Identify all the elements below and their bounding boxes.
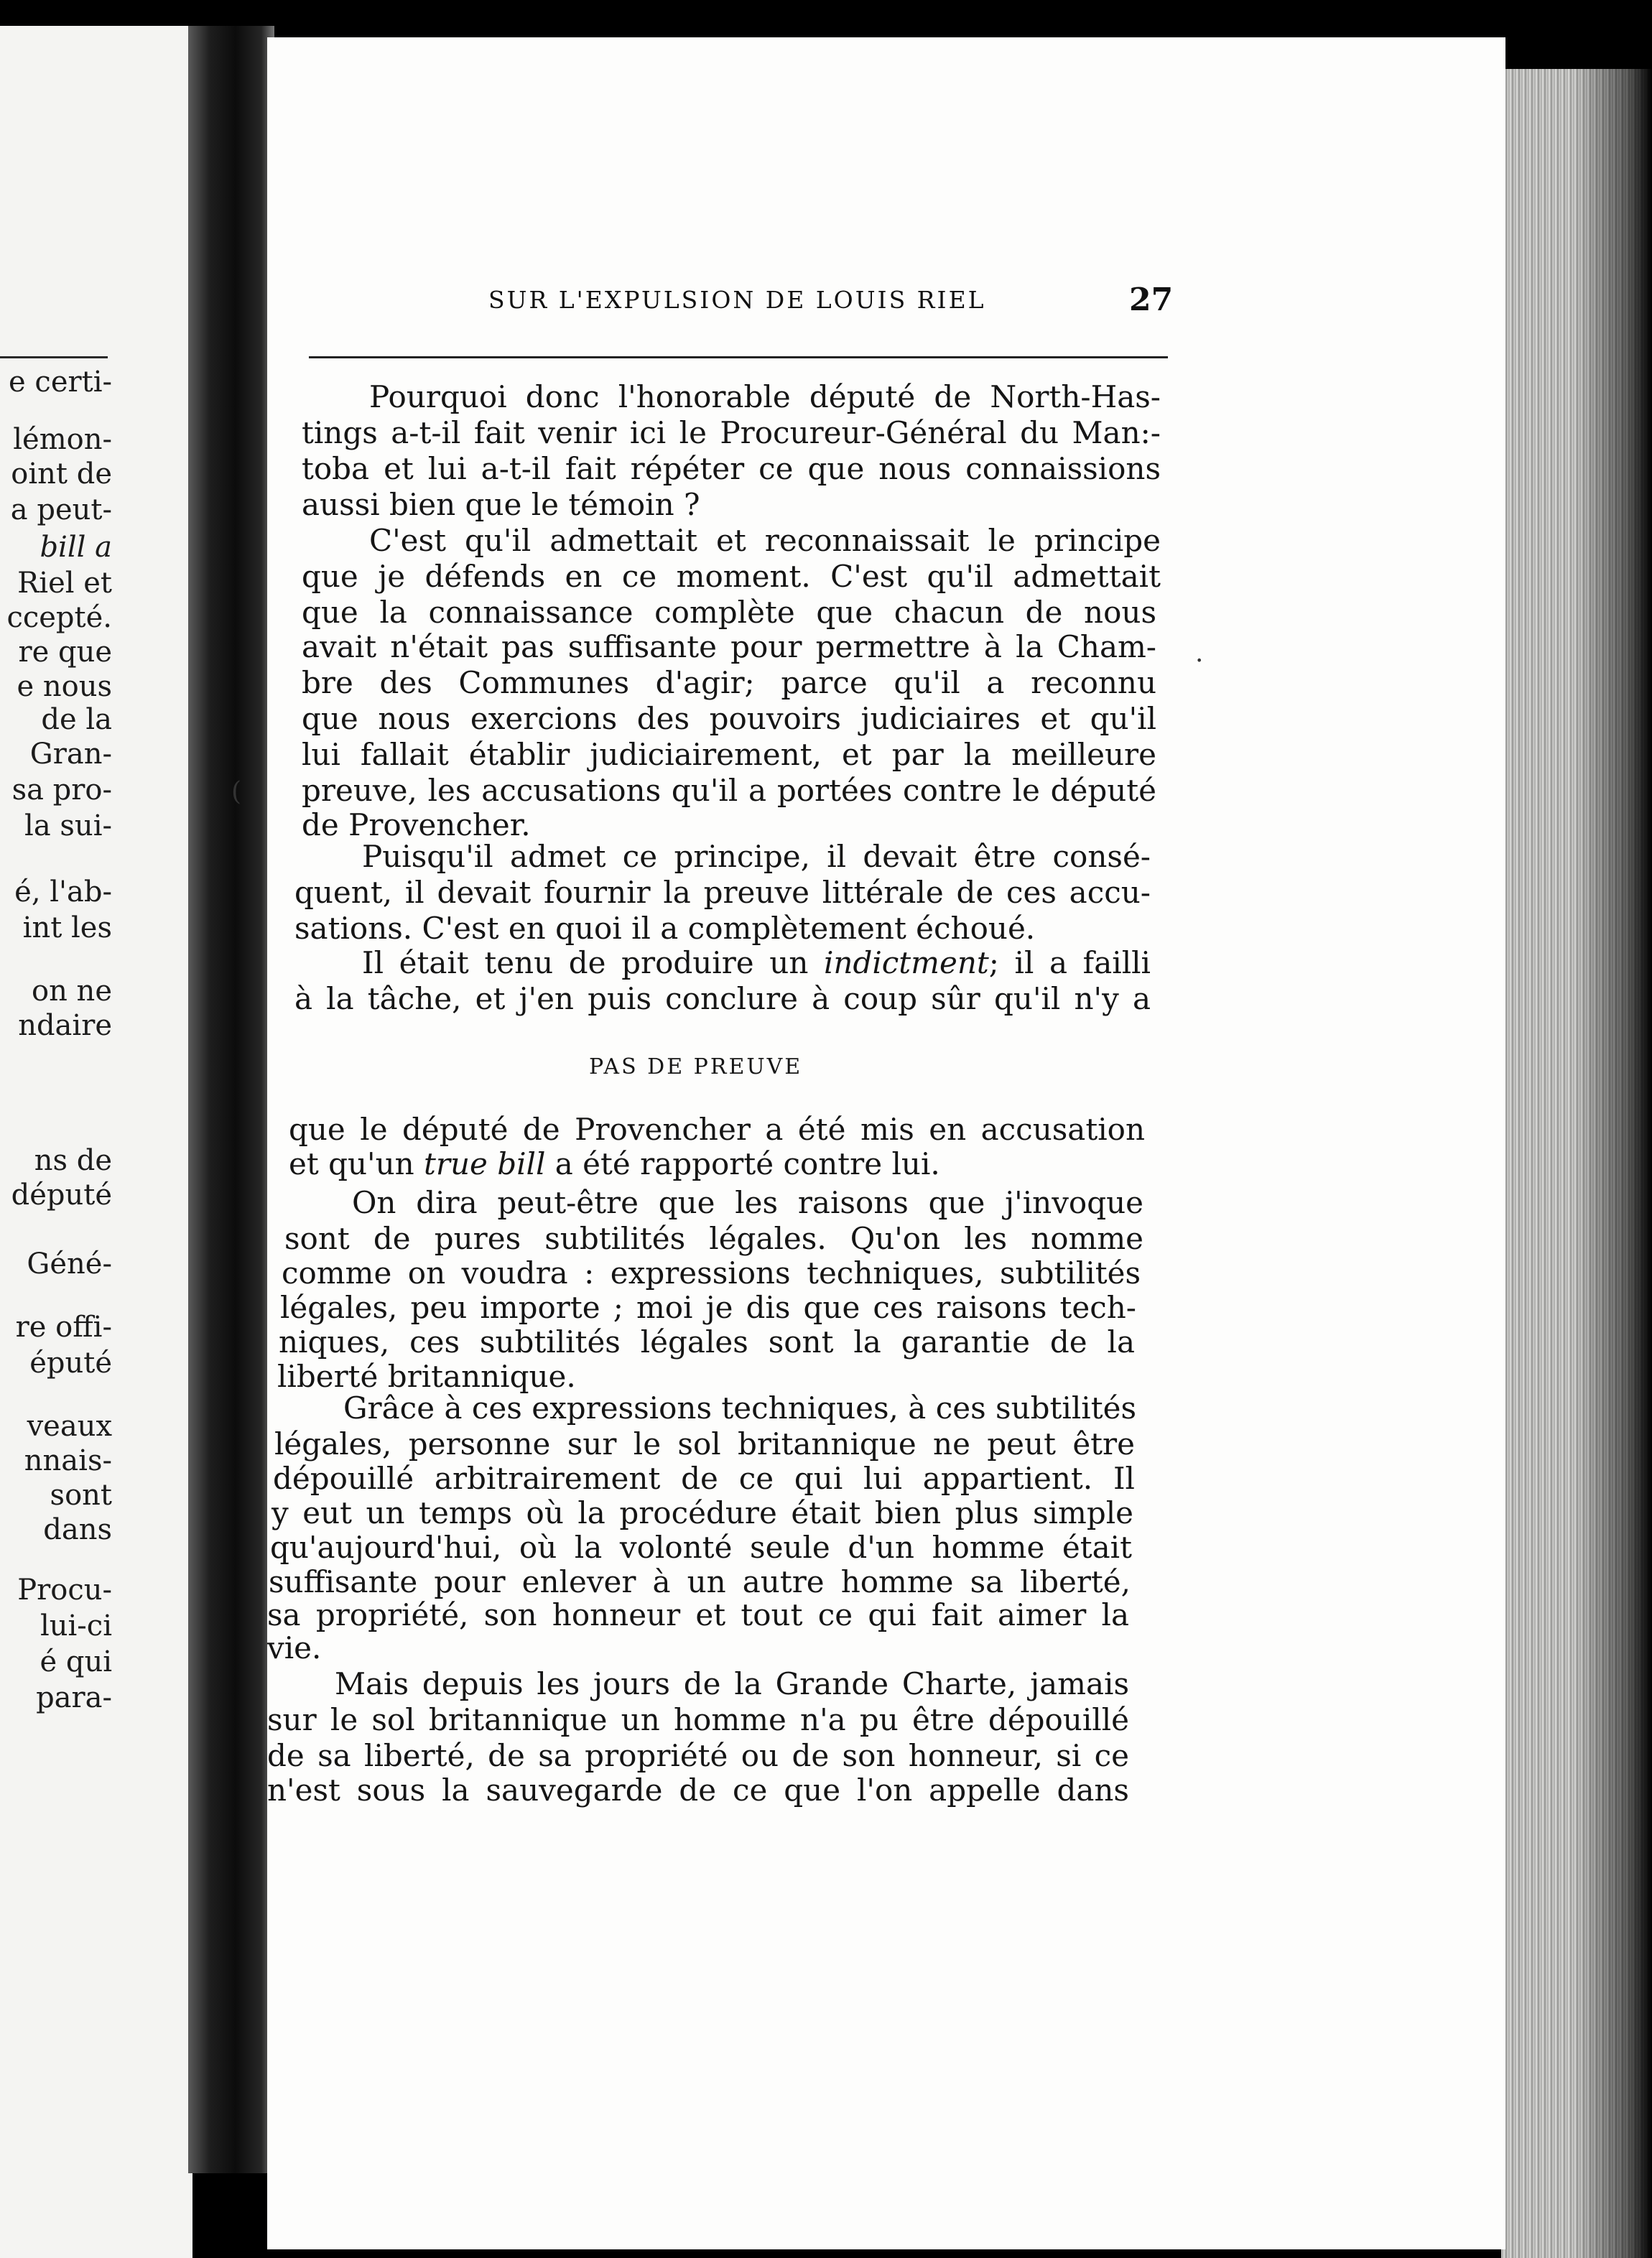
body-line: On dira peut-être que les raisons que j'invoque [352,1185,1143,1220]
body-line: que nous exercions des pouvoirs judiciaires et qu'il [302,701,1156,736]
body-line: légales, personne sur le sol britannique ne peut être [274,1426,1135,1462]
body-line: lui fallait établir judiciairement, et par la meilleure [302,737,1156,772]
left-page-line: ndaire [18,1009,112,1042]
body-line: Puisqu'il admet ce principe, il devait être consé- [362,839,1151,874]
running-title: SUR L'EXPULSION DE LOUIS RIEL [488,286,986,314]
left-page-line: para- [36,1681,112,1714]
margin-speck: · [1195,646,1204,676]
left-page-line: e certi- [9,366,112,399]
body-line: y eut un temps où la procédure était bien plus simple [272,1495,1133,1530]
body-line: et qu'un true bill a été rapporté contre lui. [289,1146,940,1181]
section-heading: PAS DE PREUVE [589,1054,803,1079]
body-line: que je défends en ce moment. C'est qu'il admettait [302,559,1161,594]
left-page-line: Riel et [17,567,112,600]
left-page-line: Procu- [17,1574,112,1607]
body-line: que la connaissance complète que chacun de nous [302,595,1156,630]
body-line: dépouillé arbitrairement de ce qui lui appartient. Il [273,1461,1135,1496]
facing-page-left [0,26,192,2258]
body-line: de sa liberté, de sa propriété ou de son honneur, si ce [267,1738,1129,1773]
italic-term: true bill [424,1146,546,1181]
left-page-line: nnais- [24,1444,112,1477]
body-line: niques, ces subtilités légales sont la garantie de la [279,1324,1135,1360]
body-line: Il était tenu de produire un indictment; il a failli [362,945,1151,980]
left-page-rule [0,356,108,358]
left-page-line: Gran- [29,738,112,771]
body-line: de Provencher. [302,807,531,842]
left-page-line: de la [41,703,112,736]
body-line: preuve, les accusations qu'il a portées contre le député [302,773,1156,808]
body-line: comme on voudra : expressions techniques, subtilités [282,1255,1141,1291]
body-line: légales, peu importe ; moi je dis que ces raisons tech- [280,1290,1136,1325]
body-line: quent, il devait fournir la preuve littérale de ces accu- [294,875,1151,910]
left-page-line: sa pro- [11,773,112,807]
left-page-line: sont [50,1479,112,1512]
body-line: aussi bien que le témoin ? [302,487,700,522]
header-rule [309,356,1168,358]
left-page-line: e nous [17,670,112,703]
left-page-line: on ne [32,975,112,1008]
left-page-line: a peut- [10,493,112,526]
left-page-line: ns de [34,1144,112,1177]
body-line: sur le sol britannique un homme n'a pu être dépouillé [267,1702,1129,1737]
book-gutter [188,26,274,2173]
left-page-line: Géné- [27,1248,112,1281]
body-line: Grâce à ces expressions techniques, à ces subtilités [343,1390,1136,1426]
body-line: sations. C'est en quoi il a complètement échoué. [294,911,1036,946]
italic-term: indictment [823,945,989,980]
left-page-line: é, l'ab- [14,875,112,909]
left-page-line: dans [43,1513,112,1546]
left-page-line: é qui [40,1645,112,1678]
body-line: suffisante pour enlever à un autre homme sa liberté, [269,1564,1131,1599]
left-page-line: éputé [29,1347,112,1380]
left-page-line: re que [18,636,112,669]
body-line: vie. [267,1630,322,1665]
left-page-line: int les [22,911,112,944]
left-page-line: ccepté. [6,601,112,634]
body-line: Pourquoi donc l'honorable député de North-Has- [369,379,1161,414]
body-line: Mais depuis les jours de la Grande Charte, jamais [335,1666,1129,1701]
body-line: n'est sous la sauvegarde de ce que l'on appelle dans [267,1773,1129,1808]
left-page-line: la sui- [24,809,112,842]
left-page-line: oint de [11,457,112,491]
page-number: 27 [1129,282,1174,318]
left-page-line: lui-ci [40,1609,112,1643]
body-line: liberté britannique. [277,1359,576,1394]
left-page-line: veaux [27,1410,112,1443]
page-edges-shadow [1573,69,1652,2258]
body-line: bre des Communes d'agir; parce qu'il a reconnu [302,665,1156,700]
body-line: qu'aujourd'hui, où la volonté seule d'un homme était [270,1530,1132,1565]
body-line: à la tâche, et j'en puis conclure à coup sûr qu'il n'y a [294,981,1151,1016]
left-page-line: député [11,1179,112,1212]
body-line: avait n'était pas suffisante pour permettre à la Cham- [302,629,1156,664]
left-page-line: lémon- [13,423,112,456]
body-line: sont de pures subtilités légales. Qu'on les nomme [284,1221,1143,1256]
body-line: tings a-t-il fait venir ici le Procureur-Général du Man:- [302,415,1161,450]
body-line: toba et lui a-t-il fait répéter ce que nous connaissions [302,451,1161,486]
body-line: C'est qu'il admettait et reconnaissait le principe [369,523,1161,558]
margin-speck: ( [231,777,242,807]
left-page-line: re offi- [15,1311,112,1344]
body-line: que le député de Provencher a été mis en accusation [289,1112,1145,1147]
left-page-line: bill a [40,531,112,564]
body-line: sa propriété, son honneur et tout ce qui fait aimer la [267,1597,1129,1632]
